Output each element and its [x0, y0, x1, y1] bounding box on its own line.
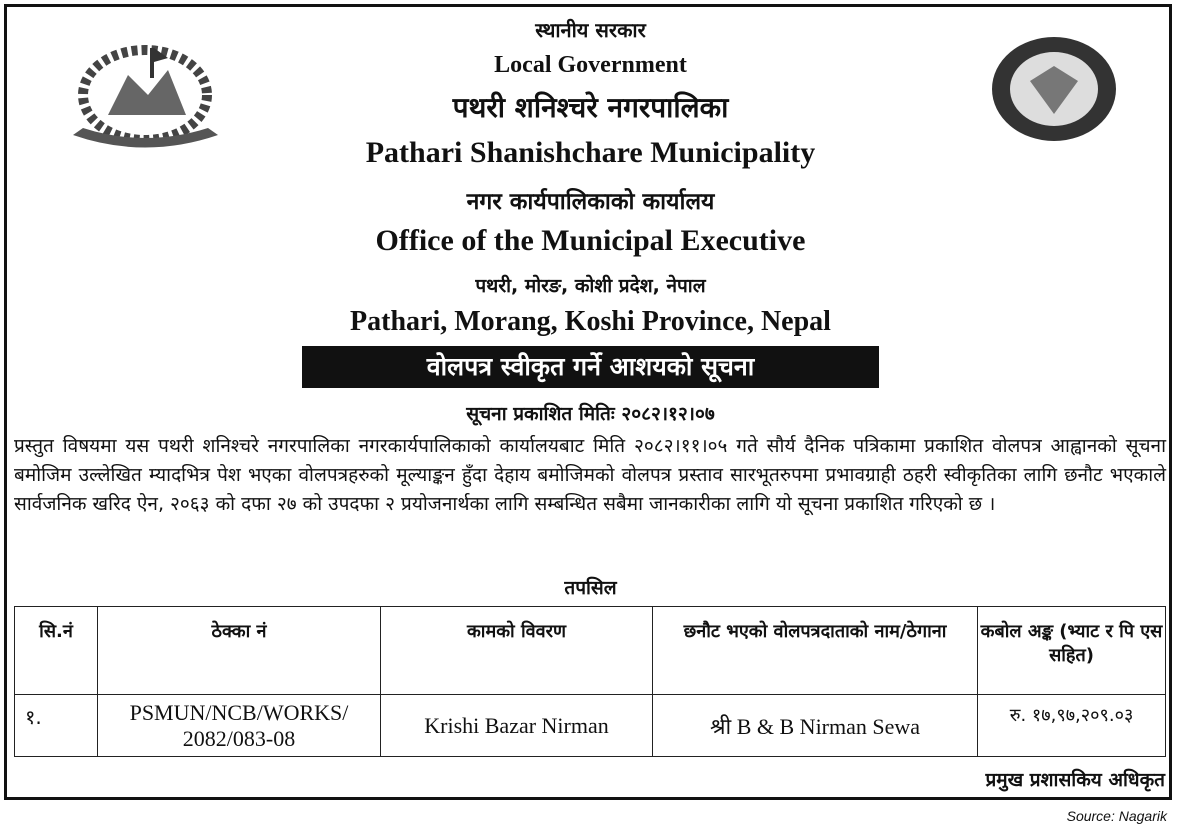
col-bidder: छनौट भएको वोलपत्रदाताको नाम/ठेगाना: [653, 607, 978, 695]
col-serial: सि.नं: [15, 607, 98, 695]
cell-work-description: Krishi Bazar Nirman: [381, 695, 653, 757]
published-date: सूचना प्रकाशित मितिः २०८२।१२।०७: [466, 403, 715, 425]
col-bid-amount: कबोल अङ्क (भ्याट र पि एस सहित): [978, 607, 1166, 695]
en-address: Pathari, Morang, Koshi Province, Nepal: [350, 306, 831, 337]
table-header-row: [15, 607, 1166, 695]
en-office-name: Office of the Municipal Executive: [375, 224, 806, 257]
cell-contract-no: PSMUN/NCB/WORKS/ 2082/083-08: [98, 695, 381, 757]
signature: प्रमुख प्रशासकिय अधिकृत: [985, 769, 1165, 791]
np-address: पथरी, मोरङ, कोशी प्रदेश, नेपाल: [475, 275, 706, 297]
source-credit: Source: Nagarik: [1066, 808, 1167, 824]
cell-bidder: श्री B & B Nirman Sewa: [653, 695, 978, 757]
en-local-government: Local Government: [494, 52, 687, 78]
notice-body: प्रस्तुत विषयमा यस पथरी शनिश्चरे नगरपालिका नगरकार्यपालिकाको कार्यालयबाट मिति २०८२।११।०५ गते सौर्य दैनिक पत्रिकामा प्रकाशित वोलपत्र आह्वानको सूचना बमोजिम उल्लेखित म्यादभित्र पेश भएका वोलपत्रहरुको मूल्याङ्कन हुँदा देहाय बमोजिमको वोलपत्र प्रस्ताव सारभूतरुपमा प्रभावग्राही ठहरी स्वीकृतिका लागि छनौट भएकाले सार्वजनिक खरिद ऐन, २०६३ को दफा २७ को उपदफा २ प्रयोजनार्थका लागि सम्बन्धित सबैमा जानकारीका लागि यो सूचना प्रकाशित गरिएको छ ।: [14, 435, 1166, 515]
cell-bid-amount: रु. १७,९७,२०९.०३: [978, 695, 1166, 757]
cell-serial: १.: [15, 695, 98, 757]
np-municipality-name: पथरी शनिश्चरे नगरपालिका: [452, 91, 729, 124]
table-row: [15, 695, 1166, 757]
col-contract-no: ठेक्का नं: [98, 607, 381, 695]
col-work-description: कामको विवरण: [381, 607, 653, 695]
np-office-name: नगर कार्यपालिकाको कार्यालय: [466, 189, 715, 215]
bid-table: [14, 606, 1166, 757]
en-municipality-name: Pathari Shanishchare Municipality: [365, 136, 816, 169]
table-caption: तपसिल: [564, 577, 617, 599]
np-local-government: स्थानीय सरकार: [535, 18, 646, 42]
notice-title: वोलपत्र स्वीकृत गर्ने आशयको सूचना: [302, 346, 879, 388]
